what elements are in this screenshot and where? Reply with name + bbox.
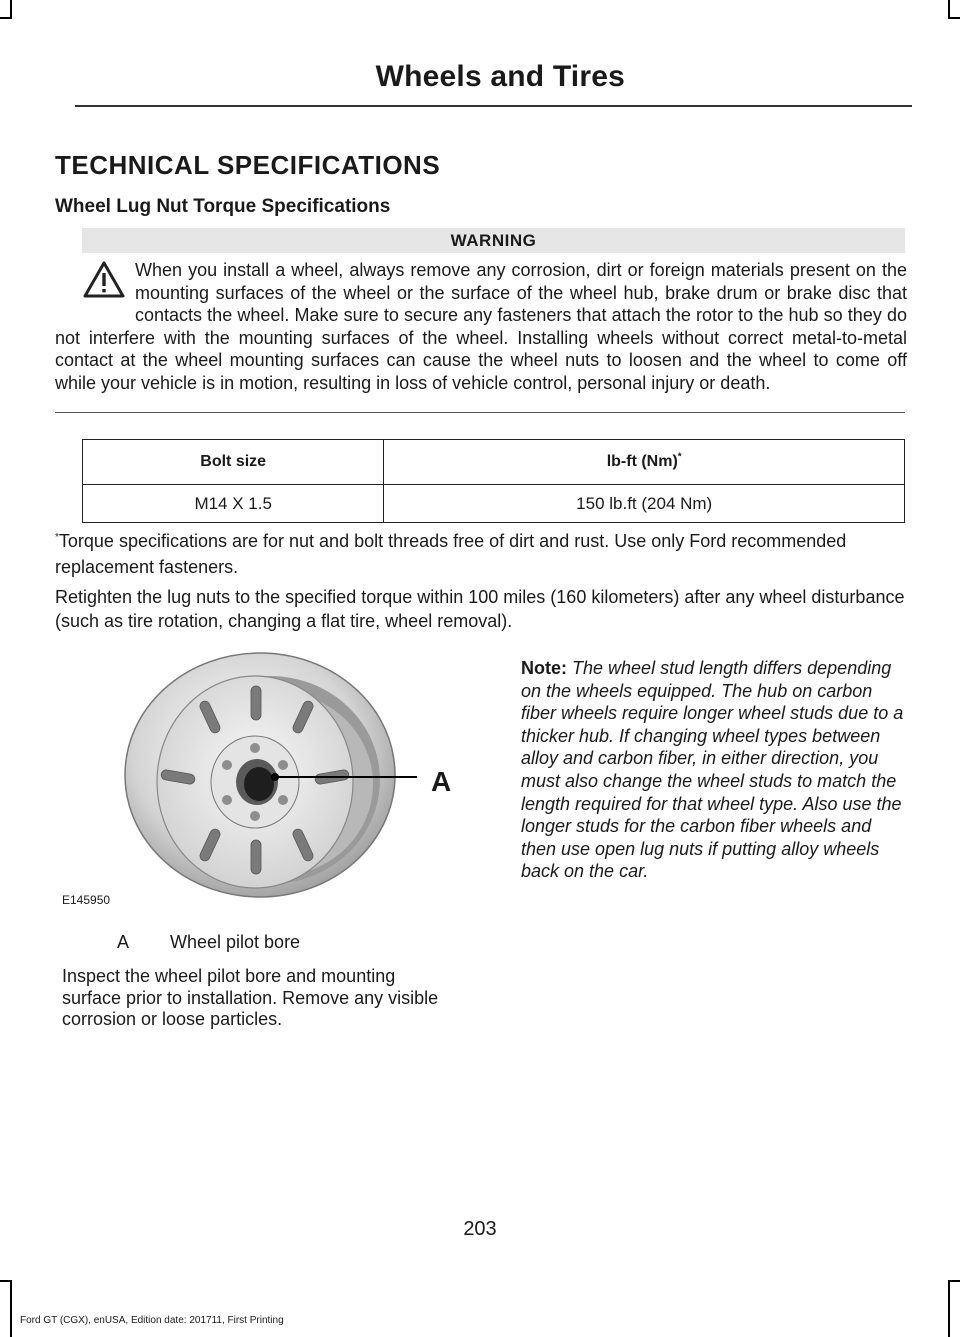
table-cell: 150 lb.ft (204 Nm) — [384, 485, 905, 523]
warning-body: When you install a wheel, always remove any corrosion, dirt or foreign materials present on the mounting surfaces of the wheel or the surface of the wheel hub, brake drum or brake disc that contacts the wheel. Make sure to secure any fasteners that attach the rotor to the hub so they do not interfere with the mounting surfaces of the wheel. Installing wheels without correct metal-to-metal contact at the wheel mounting surfaces can cause the wheel nuts to loosen and the wheel to come off while your vehicle is in motion, resulting in loss of vehicle control, personal injury or death. — [55, 260, 907, 393]
crop-mark — [948, 0, 950, 18]
torque-spec-table — [82, 439, 905, 523]
figure-code: E145950 — [62, 893, 111, 907]
table-header-row — [83, 440, 905, 485]
note-text: The wheel stud length differs depending on the wheels equipped. The hub on carbon fiber wheels require longer wheel studs due to a thicker hub. If changing wheel types between alloy and carbon fiber, in either direction, you must also change the wheel studs to match the length required for that wheel type. Also use the longer studs for the carbon fiber wheels and then use open lug nuts if putting alloy wheels back on the car. — [521, 658, 904, 882]
crop-mark — [948, 1280, 960, 1282]
crop-mark — [10, 1280, 12, 1337]
page-number: 203 — [463, 1218, 497, 1240]
subsection-title: Wheel Lug Nut Torque Specifications — [55, 196, 391, 217]
warning-header: WARNING — [82, 228, 905, 253]
note-paragraph — [521, 657, 906, 883]
table-header-cell: Bolt size — [83, 440, 384, 485]
crop-mark — [948, 17, 960, 19]
header-rule — [75, 105, 912, 107]
figure-callout-label: A — [431, 766, 452, 797]
legend-value: Wheel pilot bore — [170, 932, 301, 952]
inspect-paragraph: Inspect the wheel pilot bore and mounting surface prior to installation. Remove any visible corrosion or loose particles. — [62, 966, 439, 1029]
crop-mark — [10, 0, 12, 18]
warning-text — [55, 259, 907, 395]
footnote-mark: * — [677, 451, 682, 463]
footnote-mark: * — [55, 532, 59, 543]
note-label: Note: — [521, 658, 567, 678]
table-row — [83, 485, 905, 523]
crop-mark — [0, 1280, 12, 1282]
crop-mark — [0, 17, 12, 19]
legend-key: A — [117, 932, 130, 952]
footer-edition-text: Ford GT (CGX), enUSA, Edition date: 201711, First Printing — [20, 1315, 284, 1326]
wheel-illustration — [55, 650, 465, 910]
table-header-cell: lb-ft (Nm)* — [384, 440, 905, 485]
page-header-title: Wheels and Tires — [375, 60, 625, 93]
retighten-paragraph: Retighten the lug nuts to the specified torque within 100 miles (160 kilometers) after any wheel disturbance (such as tire rotation, changing a flat tire, wheel removal). — [55, 587, 905, 631]
footnote-text: Torque specifications are for nut and bolt threads free of dirt and rust. Use only Ford recommended replacement fasteners. — [55, 531, 847, 577]
footnote — [55, 528, 907, 580]
warning-rule — [55, 412, 905, 413]
section-title: TECHNICAL SPECIFICATIONS — [55, 150, 441, 180]
crop-mark — [948, 1280, 950, 1337]
table-cell: M14 X 1.5 — [83, 485, 384, 523]
